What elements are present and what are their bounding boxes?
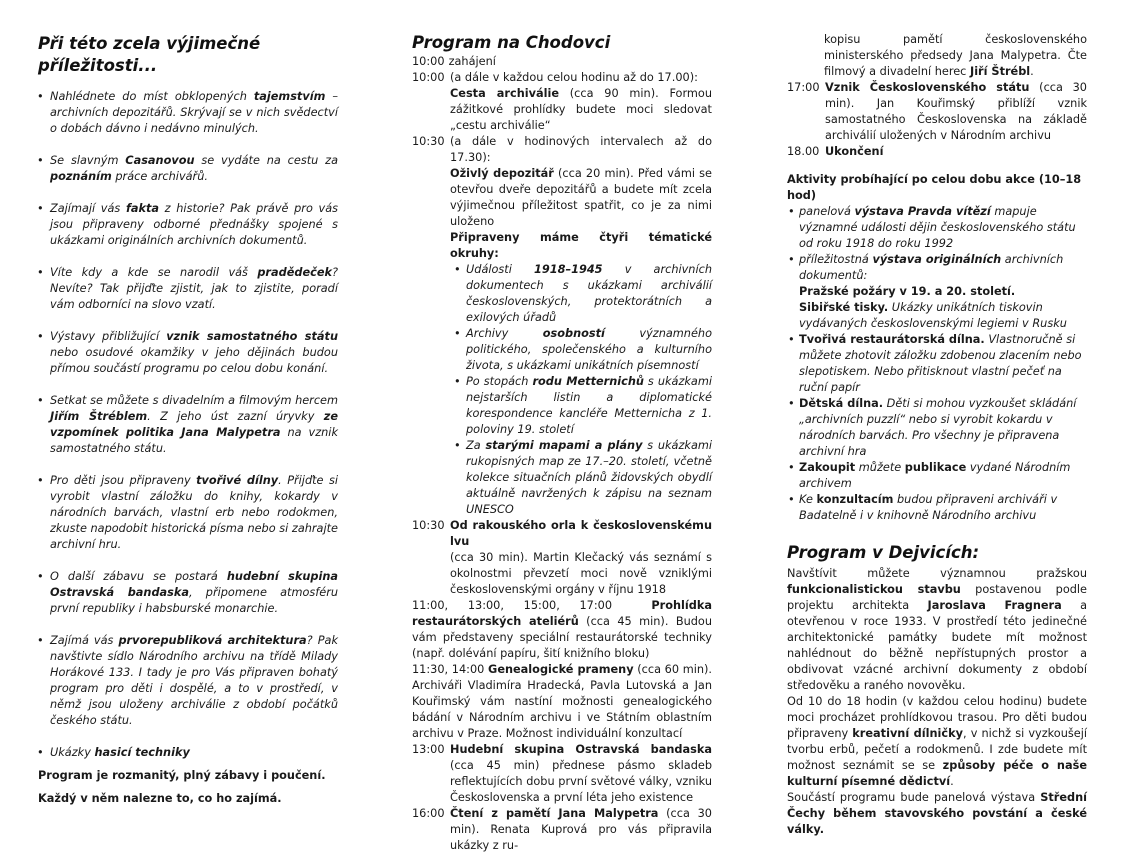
program-item: 17:00 Vznik Československého státu (cca 30 min). Jan Kouřimský přiblíží vznik samostatného Československa na základě archiválií uložených v Národním archivu — [787, 81, 1087, 142]
closing-line-2: Každý v něm nalezne to, co ho zajímá. — [38, 792, 282, 805]
program-item: 16:00 Čtení z pamětí Jana Malypetra (cca 30 min). Renata Kuprová pro vás připravila ukázky z ru- — [412, 807, 712, 852]
column-right — [787, 32, 1087, 838]
list-item: • Výstavy přibližující vznik samostatného státu nebo osudové okamžiky v jeho dějinách budou přímou součástí programu po celou dobu konání. — [38, 329, 338, 377]
program-item: 11:00, 13:00, 15:00, 17:00 Prohlídka restaurátorských ateliérů (cca 45 min). Budou vám představeny speciální restaurátorské techniky (např. dolévání papíru, šití knižního bloku) — [412, 599, 712, 660]
list-item: • Archivy osobností významného politického, společenského a kulturního života, s ukázkami unikátních písemností — [454, 326, 712, 374]
topic-list — [454, 262, 712, 518]
program-item: 10:00 zahájení — [412, 55, 496, 68]
program-item: 18.00 Ukončení — [787, 145, 884, 158]
program-item-continued: kopisu pamětí československého ministerského předsedy Jana Malypetra. Čte filmový a divadelní herec Jiří Štrébl. — [824, 33, 1087, 78]
list-item: • Za starými mapami a plány s ukázkami rukopisných map ze 17.–20. století, včetně kolekce situačních plánů židovských obydlí aktuálně navržených k zápisu na seznam UNESCO — [454, 438, 712, 518]
list-item: • Zajímají vás fakta z historie? Pak právě pro vás jsou připraveny odborné přednášky spojené s ukázkami originálních archivních dokumentů. — [38, 201, 338, 249]
program-item: 10:00 (a dále v každou celou hodinu až do 17.00): Cesta archiválie (cca 90 min). Formou zážitkové prohlídky budete moci sledovat „cestu archiválie“ — [412, 71, 712, 132]
list-item: • Po stopách rodu Metternichů s ukázkami nejstarších listin a diplomatické korespondence kancléře Metternicha z 1. poloviny 19. století — [454, 374, 712, 438]
list-item: • Víte kdy a kde se narodil váš pradědeček? Nevíte? Tak přijďte zjistit, jak to zjistite, poradí vám odborníci na slovo vzatí. — [38, 265, 338, 313]
list-item: • Dětská dílna. Děti si mohou vyzkoušet skládání „archivních puzzlí“ nebo si vyrobit kokardu v národních barvách. Pro všechny je připravena archivní hra — [787, 396, 1087, 460]
heading-occasion: Při této zcela výjimečné příležitosti... — [38, 34, 261, 75]
list-item: • O další zábavu se postará hudební skupina Ostravská bandaska, připomene atmosféru první republiky i habsburské monarchie. — [38, 569, 338, 617]
program-item: 11:30, 14:00 Genealogické prameny (cca 60 min). Archiváři Vladimíra Hradecká, Pavla Lutovská a Jan Kouřimský vám nastíní možnosti genealogického bádání v Národním archivu i ve Státním oblastním archivu v Praze. Možnost individuální konzultací — [412, 663, 713, 740]
program-item: 10:30 (a dále v hodinových intervalech až do 17.30): Oživlý depozitář (cca 20 min). Před vámi se otevřou dveře depozitářů a budete mít zcela výjimečnou příležitost spatřit, co je za nimi uloženo Připraveny máme čtyři tématické okruhy: — [412, 135, 712, 260]
list-item: • Ukázky hasicí techniky — [38, 745, 338, 761]
heading-chodovec: Program na Chodovci — [412, 33, 611, 52]
dejvice-paragraph-3: Součástí programu bude panelová výstava Střední Čechy během stavovského povstání a české války. — [787, 791, 1087, 836]
closing-line-1: Program je rozmanitý, plný zábavy i poučení. — [38, 769, 326, 782]
list-item: • příležitostná výstava originálních archivních dokumentů: Pražské požáry v 19. a 20. století. Sibiřské tisky. Ukázky unikátních tiskovin vydávaných československými legiemi v Rusku — [787, 252, 1087, 332]
occasion-list — [38, 89, 338, 761]
program-item: 13:00 Hudební skupina Ostravská bandaska (cca 45 min) přednese pásmo skladeb reflektujících dobu první světové války, vzniku Československa a první léta jeho existence — [412, 743, 712, 804]
activities-list — [787, 204, 1087, 524]
list-item: • Tvořivá restaurátorská dílna. Vlastnoručně si můžete zhotovit záložku zdobenou zlacením nebo slepotiskem. Nebo přitisknout vlastní pečeť na ruční papír — [787, 332, 1087, 396]
list-item: • Ke konzultacím budou připraveni archiváři v Badatelně i v knihovně Národního archivu — [787, 492, 1087, 524]
list-item: • Se slavným Casanovou se vydáte na cestu za poznáním práce archivářů. — [38, 153, 338, 185]
column-middle — [412, 32, 712, 854]
dejvice-paragraph-2: Od 10 do 18 hodin (v každou celou hodinu) budete moci procházet prohlídkovou trasou. Pro děti budou připraveny kreativní dílničky, v nichž si vyzkoušejí tvorbu erbů, pečetí a rodokmenů. I zde budete mít možnost seznámit se se způsoby péče o naše kulturní písemné dědictví. — [787, 695, 1087, 788]
list-item: • Události 1918–1945 v archivních dokumentech s ukázkami archiválií československých, protektorátních a exilových úřadů — [454, 262, 712, 326]
list-item: • Nahlédnete do míst obklopených tajemstvím – archivních depozitářů. Skrývají se v nich svědectví o dobách dávno i nedávno minulých. — [38, 89, 338, 137]
list-item: • Zakoupit můžete publikace vydané Národním archivem — [787, 460, 1087, 492]
list-item: • panelová výstava Pravda vítězí mapuje významné události dějin československého státu od roku 1918 do roku 1992 — [787, 204, 1087, 252]
column-left — [38, 33, 338, 813]
dejvice-paragraph-1: Navštívit můžete významnou pražskou funkcionalistickou stavbu postavenou podle projektu architekta Jaroslava Fragnera a otevřenou v roce 1933. V prostředí této jedinečné architektonické památky budete mít možnost nahlédnout do běžně nepřístupných prostor a obdivovat vzácné archivní dokumenty z období středověku a raného novověku. — [787, 567, 1088, 692]
list-item: • Pro děti jsou připraveny tvořivé dílny. Přijďte si vyrobit vlastní záložku do knihy, kokardy v národních barvách, vlastní erb nebo rodokmen, zkuste napodobit historická písma nebo si zahrajte archivní hru. — [38, 473, 338, 553]
program-item: 10:30 Od rakouského orla k československému lvu (cca 30 min). Martin Klečacký vás seznámí s okolnostmi převzetí moci nově vzniklými československými orgány v říjnu 1918 — [412, 519, 712, 596]
activities-title: Aktivity probíhající po celou dobu akce (10–18 hod) — [787, 173, 1082, 202]
list-item: • Zajímá vás prvorepubliková architektura? Pak navštivte sídlo Národního archivu na třídě Milady Horákové 133. I tady je pro Vás připraven bohatý program pro děti i dospělé, a to v prostředí, v němž jsou uloženy archiválie z období počátků českého státu. — [38, 633, 338, 729]
heading-dejvice: Program v Dejvicích: — [787, 543, 980, 562]
list-item: • Setkat se můžete s divadelním a filmovým hercem Jiřím Štréblem. Z jeho úst zazní úryvky ze vzpomínek politika Jana Malypetra na vznik samostatného státu. — [38, 393, 338, 457]
